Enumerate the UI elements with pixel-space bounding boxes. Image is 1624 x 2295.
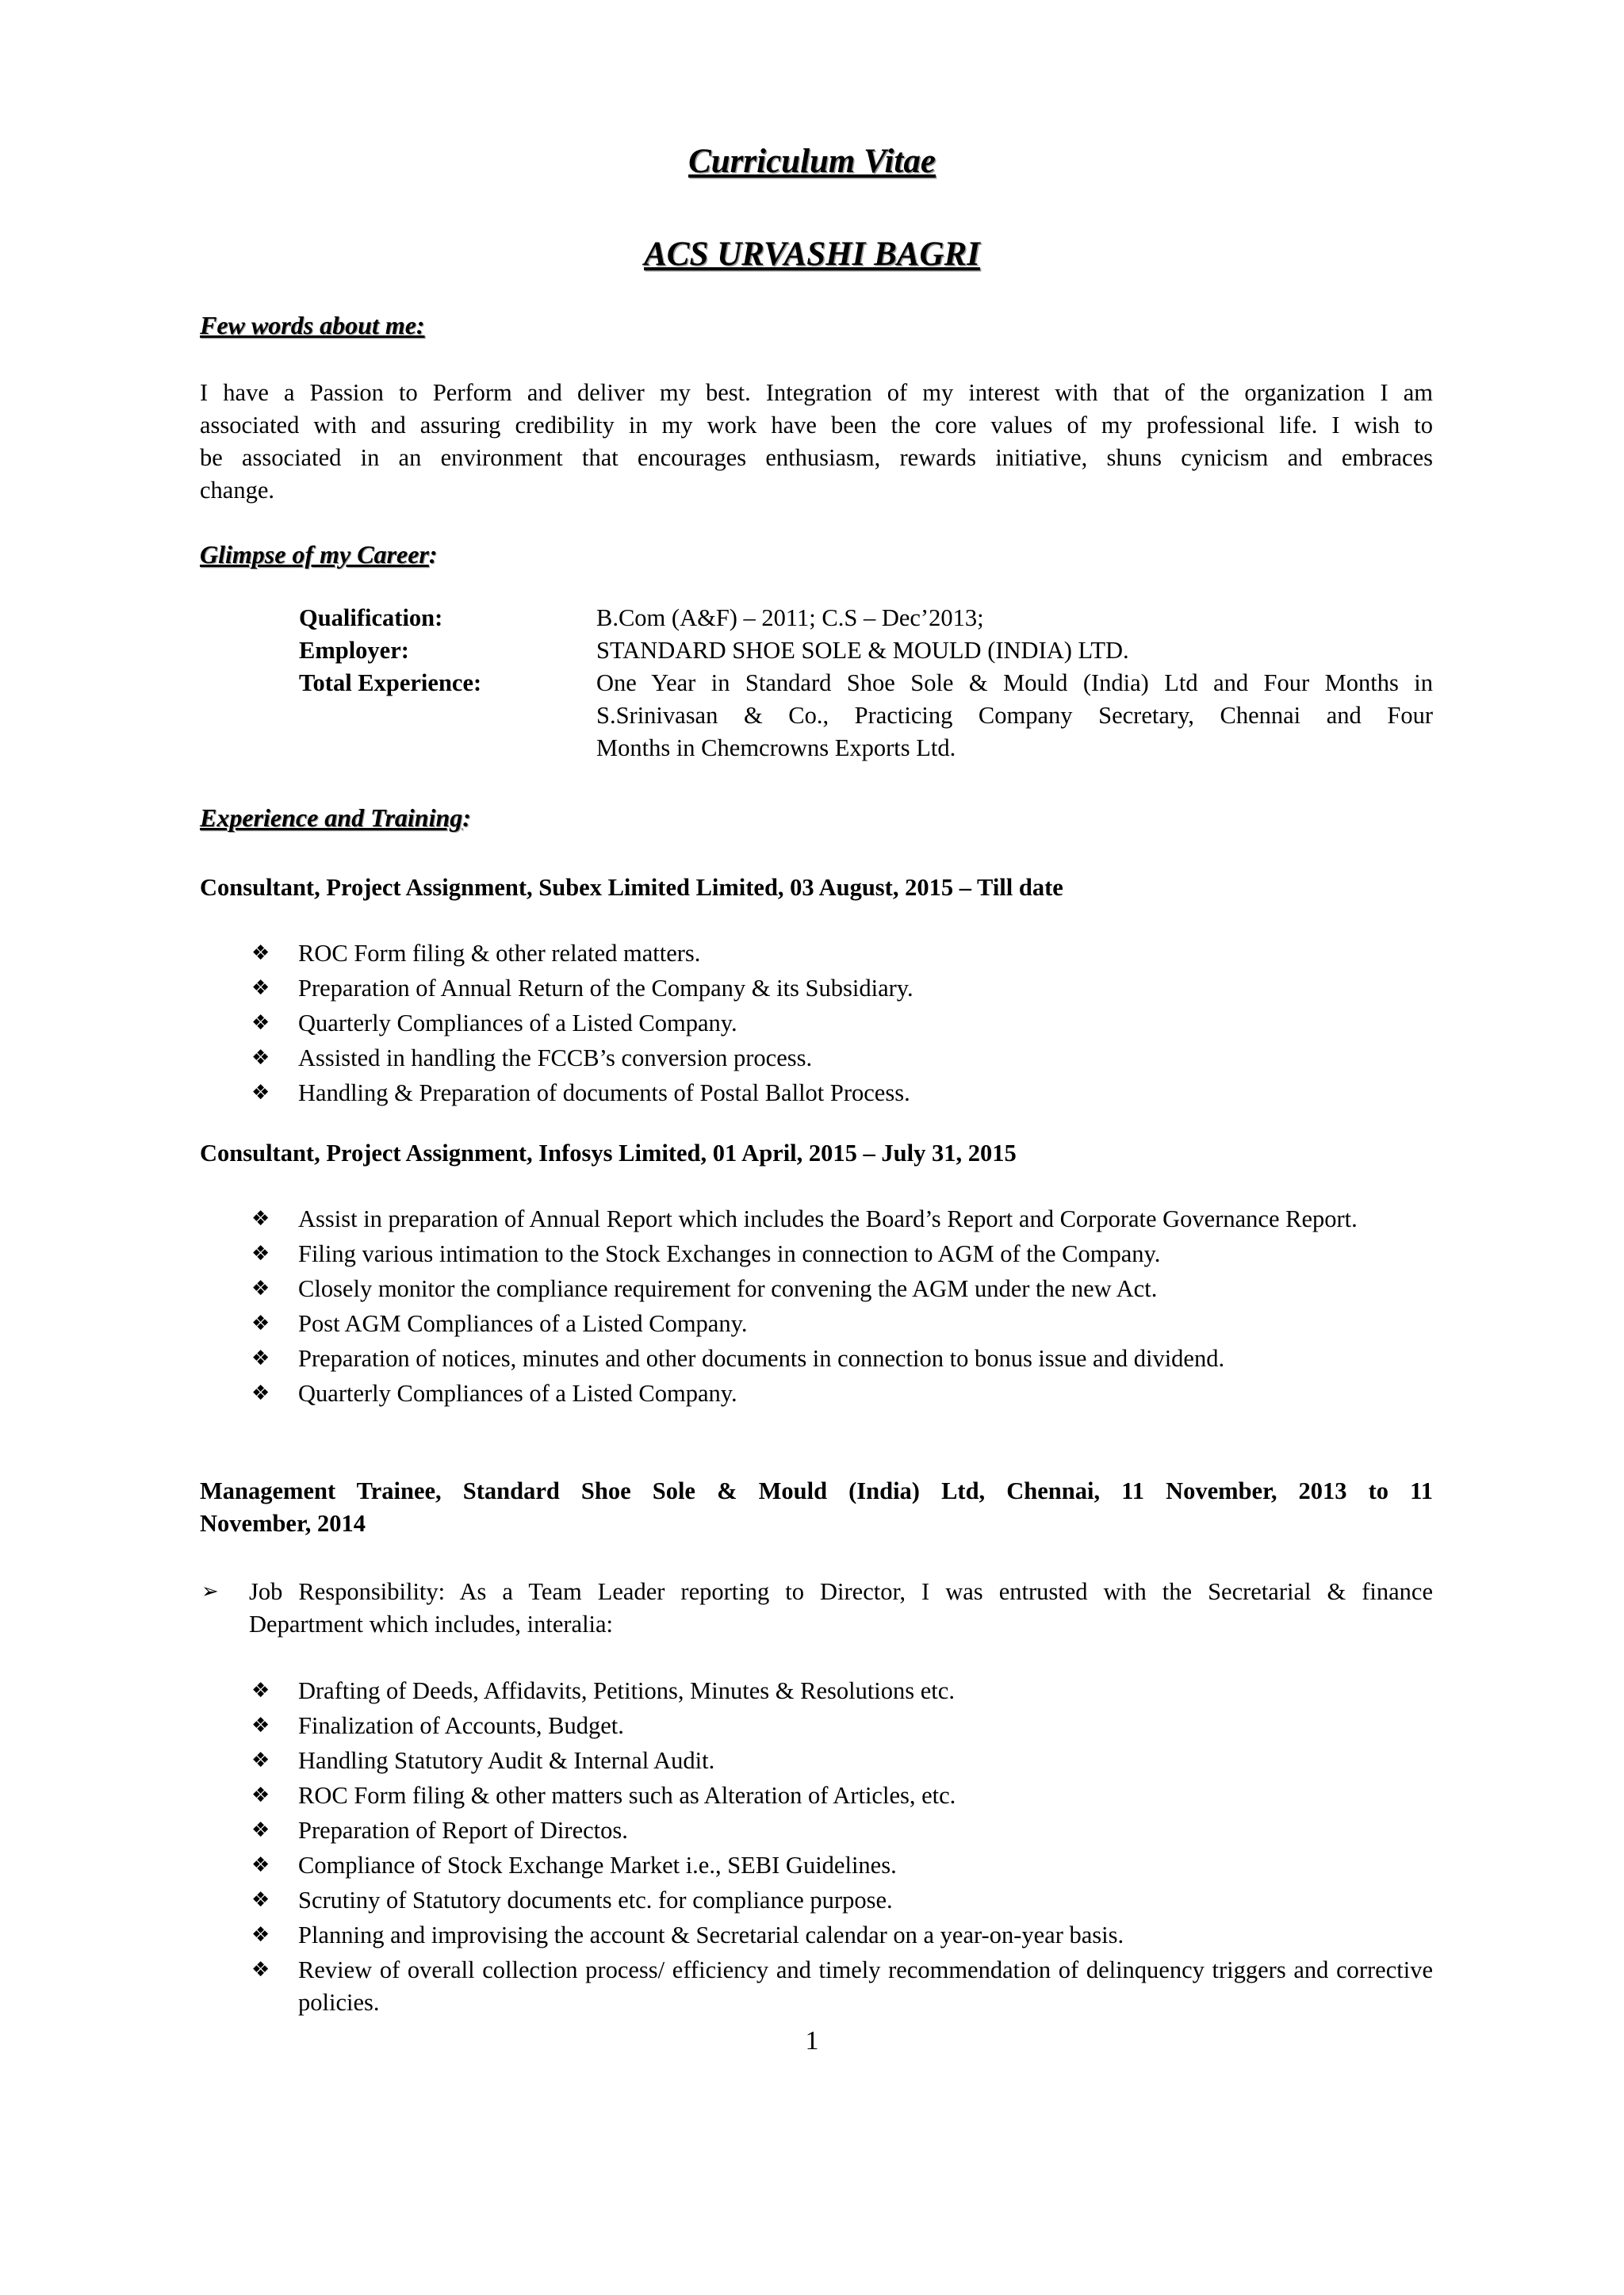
diamond-bullet-icon: ❖ <box>251 1081 270 1105</box>
role-title <box>200 1137 1433 1170</box>
list-item <box>0 1780 1624 1812</box>
diamond-bullet-icon: ❖ <box>251 1679 270 1703</box>
experience-heading-text: Experience and Training <box>200 803 463 832</box>
employer-text: STANDARD SHOE SOLE & MOULD (INDIA) LTD. <box>596 637 1129 664</box>
diamond-bullet-icon: ❖ <box>251 941 270 965</box>
diamond-bullet-icon: ❖ <box>251 1714 270 1738</box>
role-title-line: Management Trainee, Standard Shoe Sole & Mould (India) Ltd, Chennai, 11 November, 2013 to 11 <box>200 1477 1433 1504</box>
role-title-line: Consultant, Project Assignment, Subex Limited Limited, 03 August, 2015 – Till date <box>200 874 1063 901</box>
diamond-bullet-icon: ❖ <box>251 1818 270 1842</box>
arrow-bullet-icon: ➢ <box>201 1580 219 1603</box>
list-item <box>0 1675 1624 1707</box>
list-item-text: Handling & Preparation of documents of Postal Ballot Process. <box>298 1079 910 1106</box>
responsibility-line: Job Responsibility: As a Team Leader reporting to Director, I was entrusted with the Secretarial & finance <box>249 1578 1433 1605</box>
diamond-bullet-icon: ❖ <box>251 976 270 1000</box>
list-item <box>0 1814 1624 1847</box>
list-item-text: Preparation of notices, minutes and other documents in connection to bonus issue and dividend. <box>298 1345 1225 1372</box>
experience-heading-colon: : <box>462 803 471 832</box>
role-bullet-list <box>0 1203 1624 1410</box>
list-item <box>0 1343 1624 1375</box>
diamond-bullet-icon: ❖ <box>251 1011 270 1035</box>
list-item-text: Scrutiny of Statutory documents etc. for compliance purpose. <box>298 1887 893 1914</box>
list-item-text: Filing various intimation to the Stock Exchanges in connection to AGM of the Company. <box>298 1240 1161 1267</box>
list-item <box>0 1884 1624 1917</box>
diamond-bullet-icon: ❖ <box>251 1749 270 1772</box>
experience-heading <box>200 800 471 835</box>
role-bullet-list <box>0 1675 1624 2019</box>
list-item <box>0 1919 1624 1952</box>
list-item <box>0 1007 1624 1040</box>
list-item <box>0 1308 1624 1340</box>
diamond-bullet-icon: ❖ <box>251 1207 270 1231</box>
experience-line: S.Srinivasan & Co., Practicing Company Secretary, Chennai and Four <box>596 702 1433 729</box>
list-item-text: Planning and improvising the account & Secretarial calendar on a year-on-year basis. <box>298 1921 1124 1948</box>
list-item-text: Review of overall collection process/ efficiency and timely recommendation of delinquency triggers and corrective policies. <box>298 1956 1433 2016</box>
diamond-bullet-icon: ❖ <box>251 1958 270 1982</box>
list-item-text: ROC Form filing & other matters such as Alteration of Articles, etc. <box>298 1782 956 1809</box>
list-item <box>0 937 1624 970</box>
list-item-text: Compliance of Stock Exchange Market i.e., SEBI Guidelines. <box>298 1852 897 1879</box>
list-item <box>0 1849 1624 1882</box>
list-item-text: Preparation of Annual Return of the Company & its Subsidiary. <box>298 975 914 1002</box>
list-item <box>0 1203 1624 1236</box>
list-item <box>0 1077 1624 1109</box>
diamond-bullet-icon: ❖ <box>251 1347 270 1370</box>
about-heading-text: Few words about me: <box>200 311 425 339</box>
candidate-name: ACS URVASHI BAGRI <box>644 236 980 273</box>
list-item <box>0 1745 1624 1777</box>
list-item <box>0 1954 1624 2019</box>
about-line: associated with and assuring credibility in my work have been the core values of my professional life. I wish to <box>200 412 1433 439</box>
about-line: change. <box>200 477 274 504</box>
career-heading-text: Glimpse of my Career <box>200 540 429 569</box>
qualification-value <box>596 602 1433 634</box>
diamond-bullet-icon: ❖ <box>251 1312 270 1335</box>
list-item-text: ROC Form filing & other related matters. <box>298 940 701 967</box>
career-heading-colon: : <box>428 540 438 569</box>
list-item-text: Closely monitor the compliance requirement for convening the AGM under the new Act. <box>298 1275 1158 1302</box>
responsibility-line: Department which includes, interalia: <box>249 1611 614 1638</box>
about-paragraph <box>200 377 1433 507</box>
diamond-bullet-icon: ❖ <box>251 1046 270 1070</box>
list-item-text: Quarterly Compliances of a Listed Company. <box>298 1010 737 1036</box>
about-line: be associated in an environment that encourages enthusiasm, rewards initiative, shuns cynicism and embraces <box>200 444 1433 471</box>
responsibility-text <box>249 1576 1433 1641</box>
list-item-text: Post AGM Compliances of a Listed Company. <box>298 1310 748 1337</box>
employer-label: Employer: <box>299 637 409 664</box>
list-item <box>0 972 1624 1005</box>
qualification-text: B.Com (A&F) – 2011; C.S – Dec’2013; <box>596 604 984 631</box>
role-title-line: November, 2014 <box>200 1510 366 1537</box>
diamond-bullet-icon: ❖ <box>251 1242 270 1266</box>
list-item-text: Assist in preparation of Annual Report which includes the Board’s Report and Corporate Governance Report. <box>298 1205 1358 1232</box>
list-item-text: Drafting of Deeds, Affidavits, Petitions, Minutes & Resolutions etc. <box>298 1677 955 1704</box>
list-item <box>0 1042 1624 1075</box>
diamond-bullet-icon: ❖ <box>251 1853 270 1877</box>
document-title: Curriculum Vitae <box>688 143 936 180</box>
role-title <box>200 872 1433 904</box>
experience-value <box>596 667 1433 764</box>
qualification-label: Qualification: <box>299 604 443 631</box>
experience-line: One Year in Standard Shoe Sole & Mould (India) Ltd and Four Months in <box>596 669 1433 696</box>
list-item <box>0 1710 1624 1742</box>
experience-line: Months in Chemcrowns Exports Ltd. <box>596 734 956 761</box>
diamond-bullet-icon: ❖ <box>251 1381 270 1405</box>
list-item-text: Assisted in handling the FCCB’s conversion process. <box>298 1044 813 1071</box>
diamond-bullet-icon: ❖ <box>251 1784 270 1807</box>
diamond-bullet-icon: ❖ <box>251 1923 270 1947</box>
list-item-text: Preparation of Report of Directos. <box>298 1817 628 1844</box>
role-title <box>200 1475 1433 1540</box>
diamond-bullet-icon: ❖ <box>251 1888 270 1912</box>
list-item <box>0 1238 1624 1270</box>
employer-value <box>596 634 1433 667</box>
experience-label: Total Experience: <box>299 669 482 696</box>
about-line: I have a Passion to Perform and deliver my best. Integration of my interest with that of the organization I am <box>200 379 1433 406</box>
list-item <box>0 1377 1624 1410</box>
about-heading <box>200 308 425 343</box>
diamond-bullet-icon: ❖ <box>251 1277 270 1301</box>
page-number: 1 <box>805 2026 819 2056</box>
list-item-text: Handling Statutory Audit & Internal Audit. <box>298 1747 715 1774</box>
role-bullet-list <box>0 937 1624 1109</box>
list-item-text: Finalization of Accounts, Budget. <box>298 1712 624 1739</box>
list-item <box>0 1273 1624 1305</box>
list-item-text: Quarterly Compliances of a Listed Company. <box>298 1380 737 1407</box>
career-heading <box>200 537 438 572</box>
role-title-line: Consultant, Project Assignment, Infosys Limited, 01 April, 2015 – July 31, 2015 <box>200 1140 1017 1167</box>
